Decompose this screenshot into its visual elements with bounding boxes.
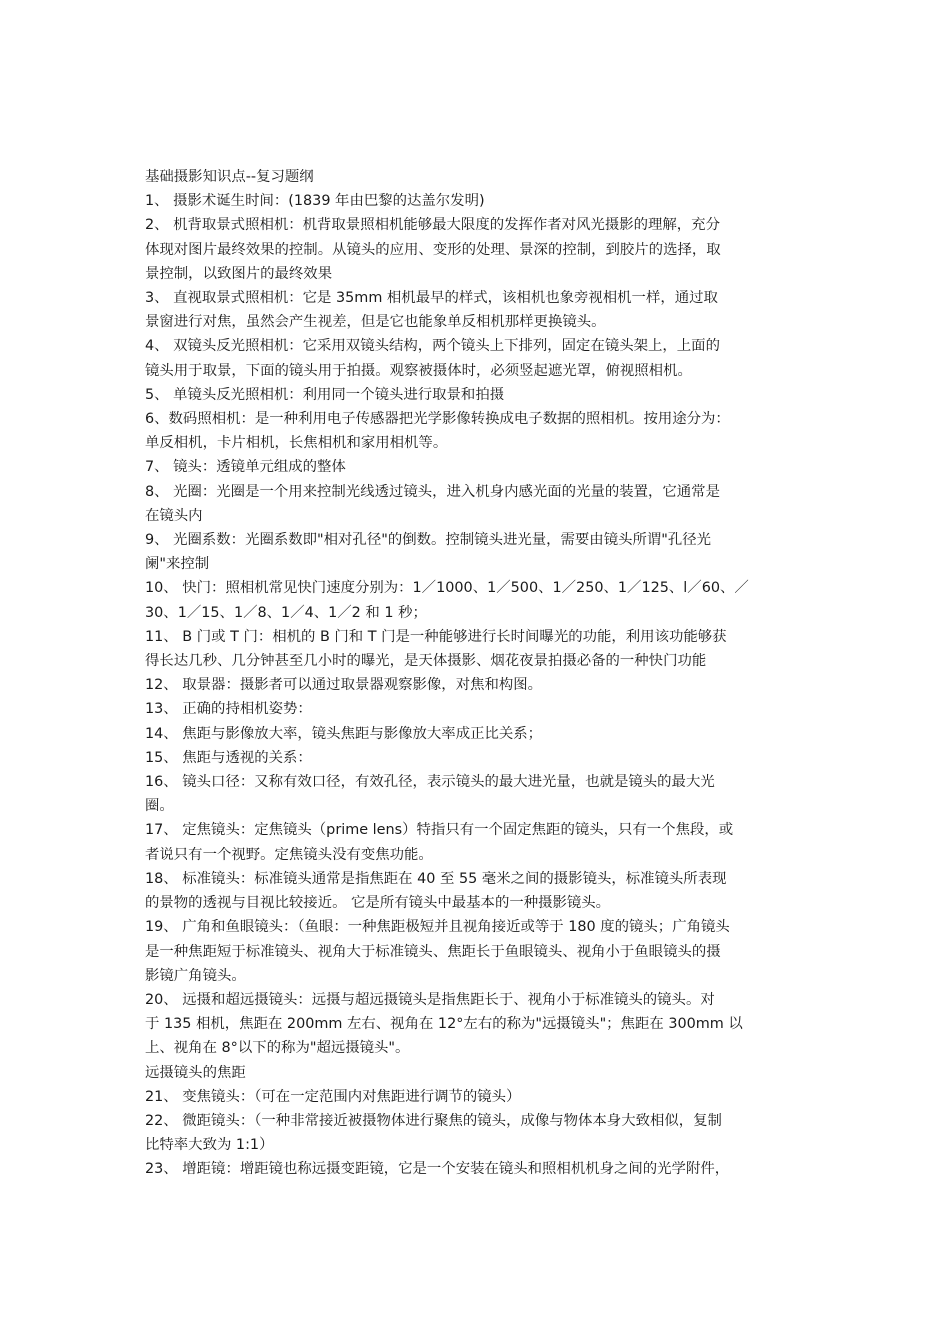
document-title: 基础摄影知识点--复习题纲 [145,169,314,185]
text-line: 20、 远摄和超远摄镜头：远摄与超远摄镜头是指焦距长于、视角小于标准镜头的镜头。对 [145,991,715,1008]
document-body [145,165,808,1182]
text-line: 22、 微距镜头：（一种非常接近被摄物体进行聚焦的镜头，成像与物体本身大致相似，复制 [145,1112,722,1129]
text-line: 的景物的透视与目视比较接近。 它是所有镜头中最基本的一种摄影镜头。 [145,895,611,912]
text-line: 1、 摄影术诞生时间：(1839 年由巴黎的达盖尔发明) [145,193,485,210]
section-heading: 远摄镜头的焦距 [145,1064,246,1081]
text-line: 8、 光圈：光圈是一个用来控制光线透过镜头，进入机身内感光面的光量的装置，它通常是 [145,483,720,500]
text-line: 在镜头内 [145,507,203,524]
text-line: 单反相机，卡片相机，长焦相机和家用相机等。 [145,435,448,452]
text-line: 比特率大致为 1:1） [145,1137,274,1154]
text-line: 10、 快门：照相机常见快门速度分别为：1／1000、1／500、1／250、1／125、l／60、／ [145,580,749,597]
text-line: 13、 正确的持相机姿势： [145,701,312,718]
text-line: 4、 双镜头反光照相机：它采用双镜头结构，两个镜头上下排列，固定在镜头架上，上面的 [145,338,720,355]
text-line: 15、 焦距与透视的关系： [145,749,312,766]
text-line: 14、 焦距与影像放大率，镜头焦距与影像放大率成正比关系； [145,725,543,742]
text-line: 23、 增距镜：增距镜也称远摄变距镜，它是一个安装在镜头和照相机机身之间的光学附件， [145,1161,730,1178]
text-line: 上、视角在 8°以下的称为"超远摄镜头"。 [145,1040,410,1057]
text-line: 阑"来控制 [145,556,210,573]
text-line: 6、数码照相机：是一种利用电子传感器把光学影像转换成电子数据的照相机。按用途分为： [145,411,730,428]
text-line: 影镜广角镜头。 [145,967,246,984]
text-line: 体现对图片最终效果的控制。从镜头的应用、变形的处理、景深的控制，到胶片的选择，取 [145,241,721,258]
text-line: 3、 直视取景式照相机：它是 35mm 相机最早的样式，该相机也象旁视相机一样，通过取 [145,290,718,307]
text-line: 17、 定焦镜头：定焦镜头（prime lens）特指只有一个固定焦距的镜头，只有一个焦段，或 [145,822,734,839]
text-line: 景窗进行对焦，虽然会产生视差，但是它也能象单反相机那样更换镜头。 [145,314,606,331]
text-line: 景控制，以致图片的最终效果 [145,265,333,282]
text-line: 2、 机背取景式照相机：机背取景照相机能够最大限度的发挥作者对风光摄影的理解，充分 [145,217,720,234]
text-line: 16、 镜头口径：又称有效口径，有效孔径，表示镜头的最大进光量，也就是镜头的最大光 [145,774,715,791]
text-line: 21、 变焦镜头：（可在一定范围内对焦距进行调节的镜头） [145,1088,521,1105]
text-line: 5、 单镜头反光照相机：利用同一个镜头进行取景和拍摄 [145,386,505,403]
text-line: 9、 光圈系数：光圈系数即"相对孔径"的倒数。控制镜头进光量，需要由镜头所谓"孔径光 [145,532,712,549]
text-line: 者说只有一个视野。定焦镜头没有变焦功能。 [145,846,433,863]
text-line: 30、1／15、1／8、1／4、1／2 和 1 秒； [145,604,427,621]
text-line: 于 135 相机，焦距在 200mm 左右、视角在 12°左右的称为"远摄镜头"；焦距在 300mm 以 [145,1016,743,1033]
text-line: 得长达几秒、几分钟甚至几小时的曝光，是天体摄影、烟花夜景拍摄必备的一种快门功能 [145,653,707,670]
text-line: 11、 B 门或 T 门：相机的 B 门和 T 门是一种能够进行长时间曝光的功能，利用该功能够获 [145,628,727,645]
text-line: 镜头用于取景，下面的镜头用于拍摄。观察被摄体时，必须竖起遮光罩，俯视照相机。 [145,362,692,379]
text-line: 7、 镜头：透镜单元组成的整体 [145,459,346,476]
text-line: 圈。 [145,798,174,815]
text-line: 12、 取景器：摄影者可以通过取景器观察影像，对焦和构图。 [145,677,543,694]
text-line: 19、 广角和鱼眼镜头：（鱼眼：一种焦距极短并且视角接近或等于 180 度的镜头；广角镜头 [145,919,730,936]
text-line: 是一种焦距短于标准镜头、视角大于标准镜头、焦距长于鱼眼镜头、视角小于鱼眼镜头的摄 [145,943,721,960]
text-line: 18、 标准镜头：标准镜头通常是指焦距在 40 至 55 毫米之间的摄影镜头，标准镜头所表现 [145,870,727,887]
